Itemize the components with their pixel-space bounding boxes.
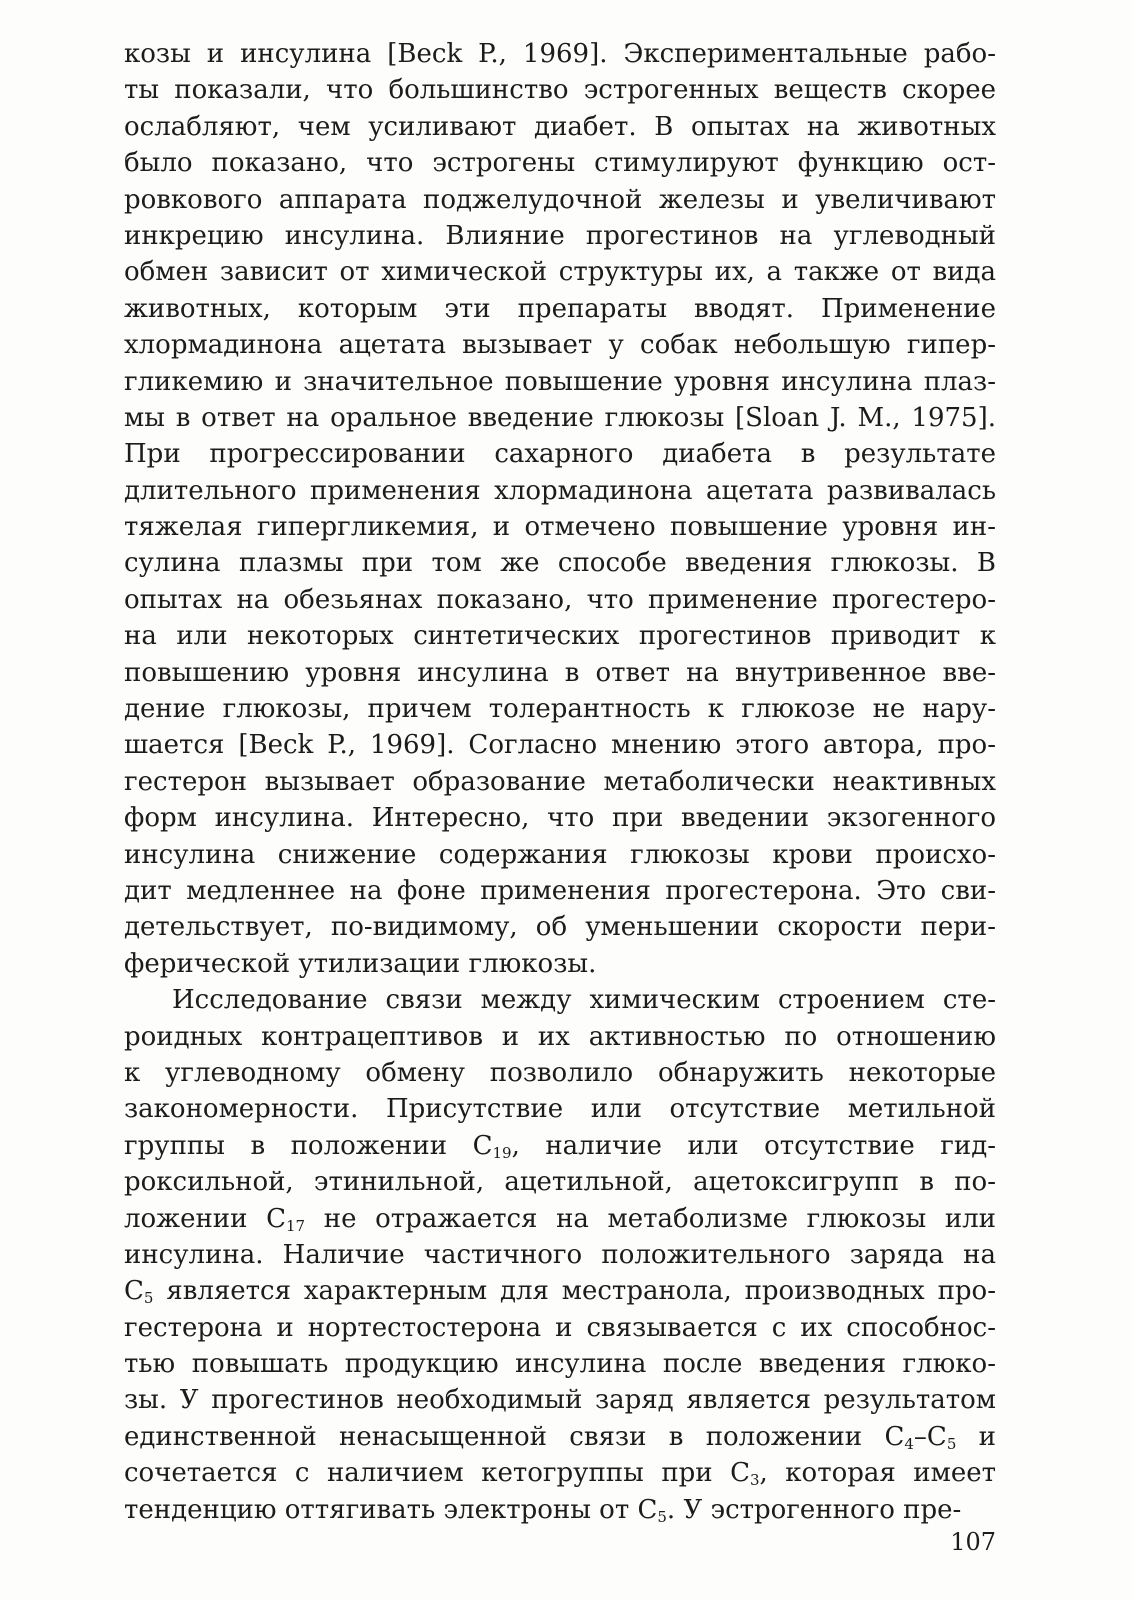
subscript: 5 xyxy=(657,1507,667,1526)
text-line: козы и инсулина [Beck P., 1969]. Экспериментальные рабо- xyxy=(124,39,996,69)
text-line: дит медленнее на фоне применения прогестерона. Это сви- xyxy=(124,875,996,906)
text-line: гликемию и значительное повышение уровня инсулина плаз- xyxy=(124,366,996,397)
text-line: повышению уровня инсулина в ответ на внутривенное вве- xyxy=(124,657,996,688)
paragraph xyxy=(124,36,996,982)
subscript: 17 xyxy=(286,1216,306,1235)
subscript: 5 xyxy=(143,1289,154,1308)
text-line: закономерности. Присутствие или отсутствие метильной xyxy=(124,1094,996,1125)
text-line: длительного применения хлормадинона ацетата развивалась xyxy=(124,475,996,506)
text-segment: . У эстрогенного пре- xyxy=(666,1494,962,1525)
text-line: опытах на обезьянах показано, что применение прогестеро- xyxy=(124,584,996,615)
text-line xyxy=(124,1492,996,1528)
text-line: ферической утилизации глюкозы. xyxy=(124,948,597,979)
text-line: животных, которым эти препараты вводят. Применение xyxy=(124,293,996,324)
text-segment: , которая имеет xyxy=(759,1458,996,1489)
text-segment: ложении С xyxy=(124,1203,286,1234)
text-segment: не отражается на метаболизме глюкозы или xyxy=(305,1203,996,1234)
text-line: ослабляют, чем усиливают диабет. В опытах на животных xyxy=(124,111,996,142)
text-line: ровкового аппарата поджелудочной железы и увеличивают xyxy=(124,184,996,215)
text-line: обмен зависит от химической структуры их, а также от вида xyxy=(124,257,996,288)
text-segment: единственной ненасыщенной связи в положении С xyxy=(124,1421,905,1452)
text-line: роксильной, этинильной, ацетильной, ацетоксигрупп в по- xyxy=(124,1167,996,1198)
text-segment: , наличие или отсутствие гид- xyxy=(511,1130,997,1161)
text-line xyxy=(124,1419,996,1455)
text-line: мы в ответ на оральное введение глюкозы [Sloan J. M., 1975]. xyxy=(124,402,996,433)
text-segment: –С xyxy=(913,1421,947,1452)
subscript: 4 xyxy=(904,1434,914,1453)
text-line xyxy=(124,1455,996,1491)
text-line: шается [Beck P., 1969]. Согласно мнению этого автора, про- xyxy=(124,730,996,761)
body-text xyxy=(124,36,996,1528)
text-segment: группы в положении С xyxy=(124,1130,493,1161)
text-segment: тенденцию оттягивать электроны от С xyxy=(124,1494,658,1525)
text-line: роидных контрацептивов и их активностью по отношению xyxy=(124,1021,996,1052)
text-line: Исследование связи между химическим строением сте- xyxy=(172,985,996,1016)
text-line: инкрецию инсулина. Влияние прогестинов на углеводный xyxy=(124,220,996,251)
text-segment: является характерным для местранола, производных про- xyxy=(153,1276,996,1307)
text-line: на или некоторых синтетических прогестинов приводит к xyxy=(124,621,996,652)
text-line: При прогрессировании сахарного диабета в результате xyxy=(124,439,996,470)
text-line: форм инсулина. Интересно, что при введении экзогенного xyxy=(124,803,996,834)
text-segment: сочетается с наличием кетогруппы при С xyxy=(124,1458,750,1489)
subscript: 3 xyxy=(750,1471,760,1490)
text-segment: С xyxy=(124,1276,144,1307)
text-line: было показано, что эстрогены стимулируют функцию ост- xyxy=(124,148,996,179)
text-line: тью повышать продукцию инсулина после введения глюко- xyxy=(124,1349,996,1380)
text-line: гестерон вызывает образование метаболически неактивных xyxy=(124,766,996,797)
paragraph xyxy=(124,982,996,1528)
text-line: дение глюкозы, причем толерантность к глюкозе не нару- xyxy=(124,694,996,725)
text-line: сулина плазмы при том же способе введения глюкозы. В xyxy=(124,548,996,579)
text-segment: и xyxy=(956,1421,997,1452)
text-line xyxy=(124,1128,996,1164)
text-line xyxy=(124,1273,996,1309)
text-line xyxy=(124,1201,996,1237)
page-number: 107 xyxy=(950,1528,996,1556)
subscript: 19 xyxy=(492,1143,512,1162)
text-line: ты показали, что большинство эстрогенных веществ скорее xyxy=(124,75,996,106)
text-line: к углеводному обмену позволило обнаружить некоторые xyxy=(124,1057,996,1088)
text-line: тяжелая гипергликемия, и отмечено повышение уровня ин- xyxy=(124,512,996,543)
subscript: 5 xyxy=(946,1434,957,1453)
text-line: хлормадинона ацетата вызывает у собак небольшую гипер- xyxy=(124,330,996,361)
text-line: гестерона и нортестостерона и связывается с их способнос- xyxy=(124,1312,996,1343)
text-line: детельствует, по-видимому, об уменьшении скорости пери- xyxy=(124,912,996,943)
text-line: зы. У прогестинов необходимый заряд является результатом xyxy=(124,1385,996,1416)
text-line: инсулина. Наличие частичного положительного заряда на xyxy=(124,1239,996,1270)
text-line: инсулина снижение содержания глюкозы крови происхо- xyxy=(124,839,996,870)
